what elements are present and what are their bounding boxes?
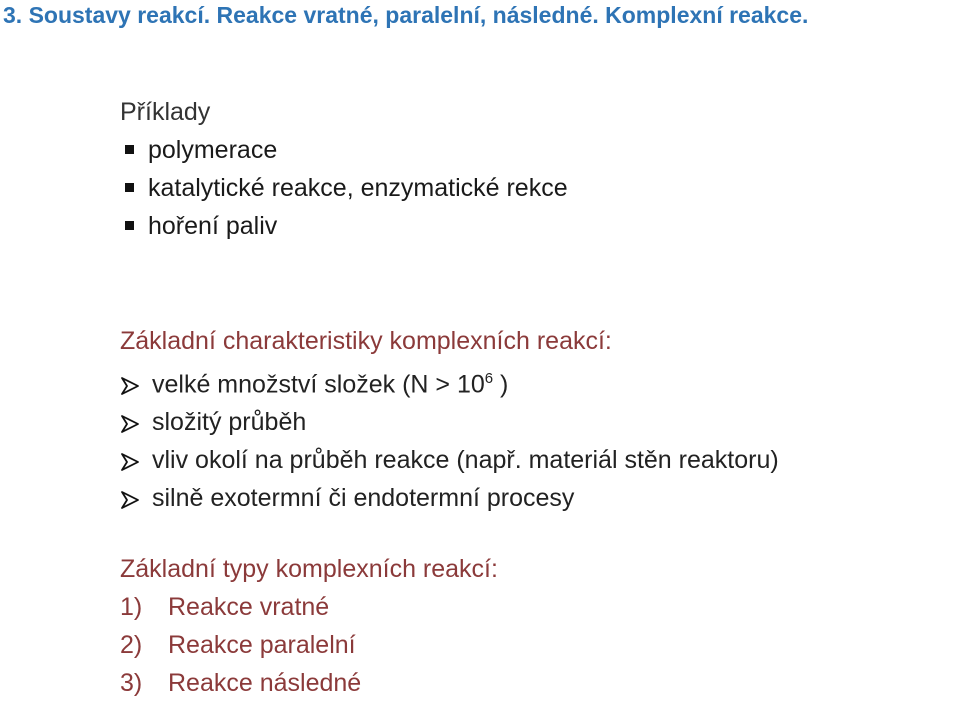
square-bullet-icon: [125, 145, 134, 154]
list-item: 2) Reakce paralelní: [120, 626, 498, 664]
item-number: 1): [120, 593, 143, 621]
list-item: velké množství složek ($N > 10^6$ ): [120, 360, 779, 403]
arrowhead-bullet-icon: [120, 490, 142, 510]
arrowhead-bullet-icon: [120, 414, 142, 434]
slide-title: 3. Soustavy reakcí. Reakce vratné, paralelní, následné. Komplexní reakce.: [3, 2, 809, 28]
list-item: silně exotermní či endotermní procesy: [120, 479, 779, 517]
arrowhead-bullet-icon: [120, 376, 142, 396]
list-item: polymerace: [120, 131, 568, 169]
list-item: katalytické reakce, enzymatické rekce: [120, 169, 568, 207]
examples-heading: Příklady: [120, 98, 211, 126]
characteristics-section: [120, 322, 779, 517]
item-number: 2): [120, 631, 143, 659]
list-item: 3) Reakce následné: [120, 664, 498, 702]
exponent: 6: [484, 370, 494, 387]
list-item: 1) Reakce vratné: [120, 588, 498, 626]
arrowhead-bullet-icon: [120, 452, 142, 472]
types-section: [120, 550, 498, 702]
item-number: 3): [120, 669, 143, 697]
types-heading: Základní typy komplexních reakcí:: [120, 555, 498, 583]
characteristics-heading: Základní charakteristiky komplexních reakcí:: [120, 327, 612, 355]
list-item: složitý průběh: [120, 403, 779, 441]
examples-section: [120, 93, 568, 245]
square-bullet-icon: [125, 221, 134, 230]
list-item: vliv okolí na průběh reakce (např. materiál stěn reaktoru): [120, 441, 779, 479]
square-bullet-icon: [125, 183, 134, 192]
list-item: hoření paliv: [120, 207, 568, 245]
